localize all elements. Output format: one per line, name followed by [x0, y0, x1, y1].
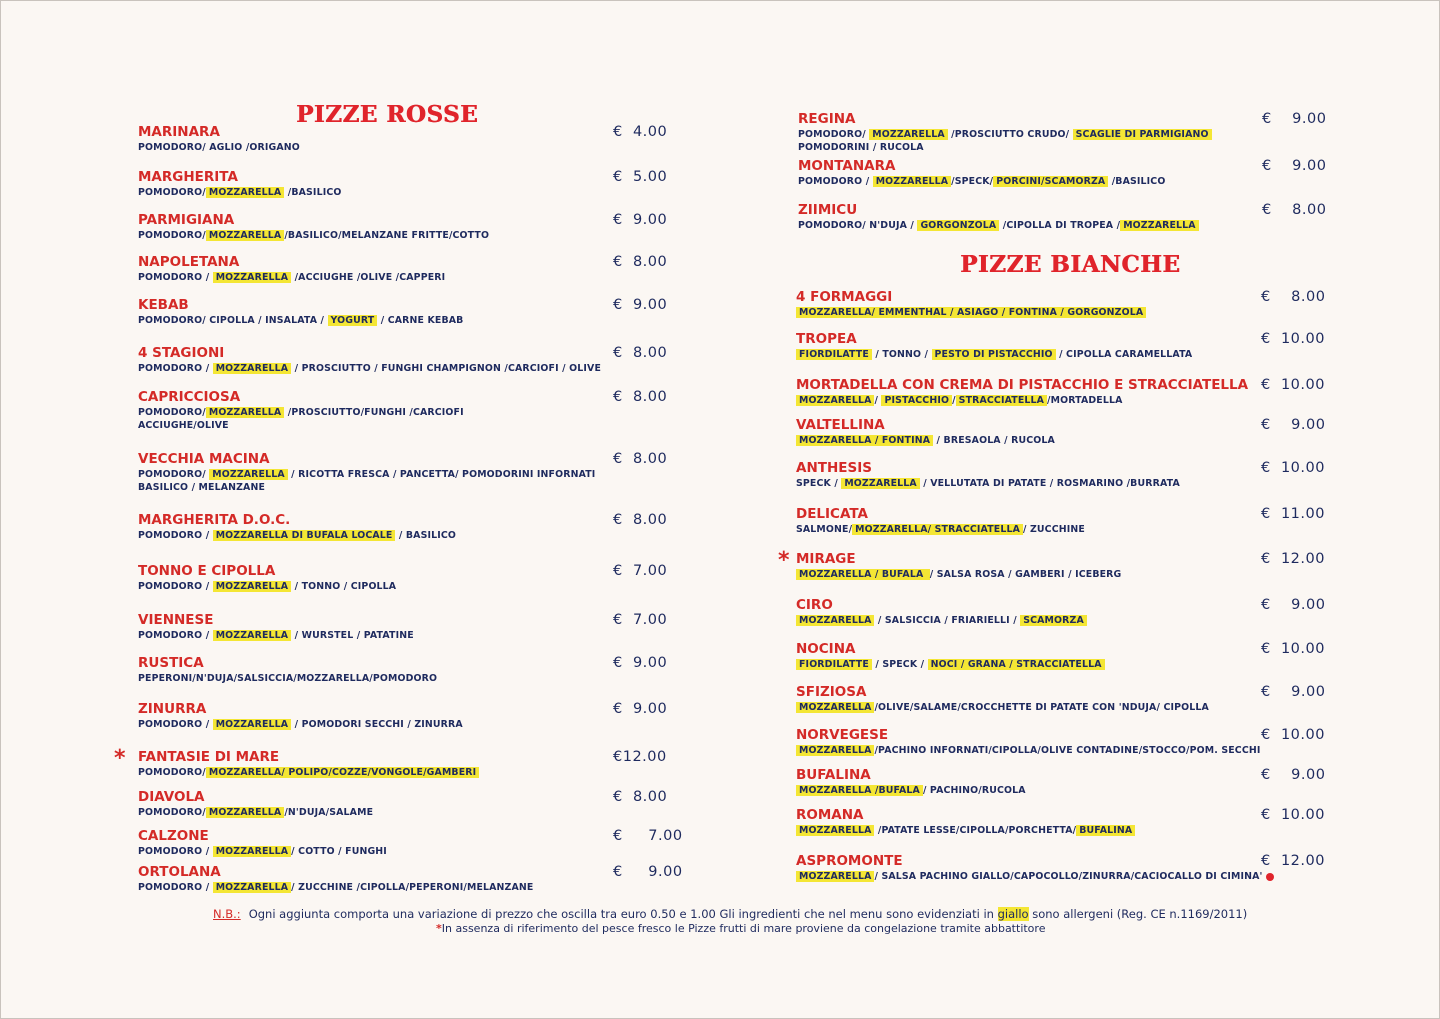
item-name: MARGHERITA D.O.C.: [138, 512, 291, 528]
ingredient-text: / BRESAOLA / RUCOLA: [933, 435, 1055, 446]
ingredient-text: BASILICO / MELANZANE: [138, 482, 266, 493]
item-price: € 8.00: [1261, 289, 1326, 305]
footnote-text-end: sono allergeni (Reg. CE n.1169/2011): [1028, 907, 1248, 921]
menu-item-aspromonte: [796, 853, 1274, 883]
item-name: ORTOLANA: [138, 864, 221, 880]
ingredient-text: /ACCIUGHE /OLIVE /CAPPERI: [291, 272, 446, 283]
ingredient-text: POMODORO /: [138, 882, 213, 893]
ingredient-text: POMODORO/: [138, 187, 206, 198]
allergen-highlight: MOZZARELLA: [209, 469, 287, 480]
item-ingredients: [138, 806, 373, 819]
item-ingredients: [798, 175, 1165, 188]
ingredient-text: SPECK /: [796, 478, 842, 489]
item-ingredients: [798, 219, 1199, 232]
allergen-highlight: MOZZARELLA: [206, 407, 284, 418]
item-price: € 7.00: [613, 612, 668, 628]
item-name: VIENNESE: [138, 612, 214, 628]
allergen-highlight: PISTACCHIO: [881, 395, 952, 406]
item-ingredients: [138, 186, 342, 199]
ingredient-text: / COTTO / FUNGHI: [291, 846, 387, 857]
item-ingredients: [796, 824, 1135, 837]
ingredient-text: /N'DUJA/SALAME: [284, 807, 374, 818]
item-price: € 8.00: [1262, 202, 1327, 218]
item-name: ZIIMICU: [798, 202, 858, 218]
allergen-highlight: MOZZARELLA: [213, 363, 291, 374]
item-price: € 9.00: [613, 297, 668, 313]
item-name: PARMIGIANA: [138, 212, 235, 228]
item-name: ROMANA: [796, 807, 864, 823]
item-price: € 12.00: [1261, 551, 1325, 567]
item-price: € 10.00: [1261, 377, 1325, 393]
ingredient-text: /PROSCIUTTO CRUDO/: [947, 129, 1073, 140]
item-price: € 12.00: [1261, 853, 1325, 869]
ingredient-text: / SALSA ROSA / GAMBERI / ICEBERG: [929, 569, 1122, 580]
item-ingredients: [796, 434, 1055, 447]
item-price: € 7.00: [613, 828, 683, 844]
allergen-highlight: GORGONZOLA: [917, 220, 999, 231]
item-ingredients: [138, 229, 489, 242]
allergen-highlight: MOZZARELLA: [206, 807, 284, 818]
footnote-seafood-text: In assenza di riferimento del pesce fresco le Pizze frutti di mare proviene da congelazione tramite abbattitore: [441, 922, 1046, 935]
item-ingredients: [138, 141, 300, 154]
allergen-highlight: YOGURT: [328, 315, 378, 326]
item-ingredients: [796, 614, 1087, 627]
ingredient-text: /SPECK/: [951, 176, 994, 187]
item-name: DELICATA: [796, 506, 868, 522]
ingredient-text: / CIPOLLA CARAMELLATA: [1055, 349, 1193, 360]
item-ingredients: [138, 271, 445, 284]
ingredient-text: POMODORO/: [138, 407, 206, 418]
item-name: CIRO: [796, 597, 833, 613]
pizze-bianche-heading: PIZZE BIANCHE: [960, 251, 1181, 278]
item-ingredients: [138, 672, 437, 685]
item-price: € 10.00: [1261, 807, 1325, 823]
menu-item-fantasie-di-mare: [138, 749, 479, 779]
item-price: € 9.00: [613, 212, 668, 228]
ingredient-text: / RICOTTA FRESCA / PANCETTA/ POMODORINI INFORNATI: [287, 469, 596, 480]
menu-item-vecchia-macina: [138, 451, 595, 494]
ingredient-text: / VELLUTATA DI PATATE / ROSMARINO /BURRATA: [919, 478, 1180, 489]
ingredient-text: /: [874, 395, 882, 406]
item-price: € 9.00: [613, 701, 668, 717]
menu-item-sfiziosa: [796, 684, 1209, 714]
allergen-highlight: MOZZARELLA: [841, 478, 919, 489]
ingredient-text: POMODORO/: [798, 129, 870, 140]
ingredient-text: /PACHINO INFORNATI/CIPOLLA/OLIVE CONTADINE/STOCCO/POM. SECCHI: [874, 745, 1261, 756]
menu-item-diavola: [138, 789, 373, 819]
allergen-highlight: NOCI / GRANA / STRACCIATELLA: [928, 659, 1105, 670]
item-ingredients: [138, 629, 414, 642]
ingredient-text: / SPECK /: [871, 659, 928, 670]
ingredient-text: / PROSCIUTTO / FUNGHI CHAMPIGNON /CARCIOFI / OLIVE: [291, 363, 601, 374]
item-name: MIRAGE: [796, 551, 856, 567]
footnote-additions: [213, 907, 1247, 921]
pizze-rosse-heading: PIZZE ROSSE: [296, 101, 479, 128]
item-ingredients: [138, 481, 595, 494]
ingredient-text: POMODORO/ N'DUJA /: [798, 220, 918, 231]
nb-label: N.B.:: [213, 907, 241, 921]
item-price: € 9.00: [1262, 111, 1327, 127]
asterisk-icon: *: [778, 548, 790, 573]
menu-item-calzone: [138, 828, 387, 858]
item-price: € 7.00: [613, 563, 668, 579]
ingredient-text: / POMODORI SECCHI / ZINURRA: [291, 719, 463, 730]
menu-item-4-stagioni: [138, 345, 601, 375]
ingredient-text: / SALSA PACHINO GIALLO/CAPOCOLLO/ZINURRA/CACIOCALLO DI CIMINA': [874, 871, 1263, 882]
item-price: €12.00: [613, 749, 667, 765]
menu-item-viennese: [138, 612, 414, 642]
ingredient-text: POMODORO/: [138, 767, 206, 778]
allergen-highlight: MOZZARELLA: [796, 615, 874, 626]
item-ingredients: [138, 468, 595, 481]
item-ingredients: [138, 419, 464, 432]
ingredient-text: SALMONE/: [796, 524, 853, 535]
ingredient-text: /BASILICO: [1108, 176, 1166, 187]
ingredient-text: POMODORO /: [138, 363, 213, 374]
menu-item-nocina: [796, 641, 1105, 671]
item-ingredients: [138, 881, 533, 894]
menu-item-regina: [798, 111, 1212, 154]
ingredient-text: / SALSICCIA / FRIARIELLI /: [874, 615, 1021, 626]
menu-item-ziimicu: [798, 202, 1199, 232]
ingredient-text: POMODORO /: [138, 272, 213, 283]
allergen-highlight: MOZZARELLA/ POLIPO/COZZE/VONGOLE/GAMBERI: [206, 767, 479, 778]
ingredient-text: / WURSTEL / PATATINE: [291, 630, 414, 641]
item-ingredients: [796, 348, 1192, 361]
allergen-highlight: MOZZARELLA: [213, 846, 291, 857]
ingredient-text: / CARNE KEBAB: [377, 315, 464, 326]
menu-item-bufalina: [796, 767, 1026, 797]
item-name: 4 STAGIONI: [138, 345, 225, 361]
item-ingredients: [796, 870, 1274, 883]
ingredient-text: POMODORO/: [138, 230, 206, 241]
item-name: ASPROMONTE: [796, 853, 903, 869]
ingredient-text: / PACHINO/RUCOLA: [922, 785, 1026, 796]
footnote-highlight: giallo: [997, 907, 1029, 921]
menu-item-ortolana: [138, 864, 533, 894]
item-name: FANTASIE DI MARE: [138, 749, 280, 765]
menu-item-parmigiana: [138, 212, 489, 242]
ingredient-text: POMODORO/: [138, 807, 206, 818]
item-price: € 9.00: [1261, 767, 1326, 783]
allergen-highlight: MOZZARELLA: [213, 882, 291, 893]
ingredient-text: / BASILICO: [395, 530, 457, 541]
allergen-highlight: MOZZARELLA DI BUFALA LOCALE: [213, 530, 396, 541]
item-name: ANTHESIS: [796, 460, 872, 476]
ingredient-text: /PROSCIUTTO/FUNGHI /CARCIOFI: [284, 407, 464, 418]
ingredient-text: POMODORO /: [138, 719, 213, 730]
item-ingredients: [796, 568, 1121, 581]
ingredient-text: POMODORO /: [138, 846, 213, 857]
ingredient-text: POMODORO /: [798, 176, 873, 187]
menu-item-capricciosa: [138, 389, 464, 432]
allergen-highlight: MOZZARELLA /BUFALA: [796, 785, 923, 796]
ingredient-text: /: [952, 395, 956, 406]
allergen-highlight: MOZZARELLA: [796, 702, 874, 713]
menu-item-mirage: [796, 551, 1121, 581]
item-price: € 9.00: [1261, 684, 1326, 700]
ingredient-text: POMODORO/ CIPOLLA / INSALATA /: [138, 315, 328, 326]
item-name: DIAVOLA: [138, 789, 205, 805]
item-price: € 10.00: [1261, 641, 1325, 657]
item-name: REGINA: [798, 111, 856, 127]
footnote-text: Ogni aggiunta comporta una variazione di prezzo che oscilla tra euro 0.50 e 1.00 Gli ingredienti che nel menu sono evidenziati in: [248, 907, 998, 921]
item-name: RUSTICA: [138, 655, 204, 671]
item-ingredients: [138, 580, 396, 593]
item-name: BUFALINA: [796, 767, 871, 783]
item-name: VALTELLINA: [796, 417, 885, 433]
allergen-highlight: SCAMORZA: [1020, 615, 1087, 626]
allergen-highlight: STRACCIATELLA: [956, 395, 1047, 406]
item-ingredients: [138, 718, 463, 731]
asterisk-icon: *: [436, 922, 442, 935]
ingredient-text: / ZUCCHINE /CIPOLLA/PEPERONI/MELANZANE: [291, 882, 534, 893]
item-name: SFIZIOSA: [796, 684, 867, 700]
allergen-highlight: MOZZARELLA / FONTINA: [796, 435, 933, 446]
item-name: KEBAB: [138, 297, 189, 313]
item-price: € 10.00: [1261, 331, 1325, 347]
item-price: € 4.00: [613, 124, 668, 140]
allergen-highlight: SCAGLIE DI PARMIGIANO: [1073, 129, 1212, 140]
item-ingredients: [796, 701, 1209, 714]
ingredient-text: /PATATE LESSE/CIPOLLA/PORCHETTA/: [874, 825, 1077, 836]
item-name: 4 FORMAGGI: [796, 289, 893, 305]
allergen-highlight: MOZZARELLA: [213, 630, 291, 641]
menu-item-tonno-e-cipolla: [138, 563, 396, 593]
allergen-highlight: MOZZARELLA: [206, 187, 284, 198]
menu-item-napoletana: [138, 254, 445, 284]
item-ingredients: [138, 362, 601, 375]
allergen-highlight: MOZZARELLA: [796, 825, 874, 836]
chili-pepper-icon: [1266, 873, 1274, 881]
item-name: MARINARA: [138, 124, 220, 140]
ingredient-text: POMODORINI / RUCOLA: [798, 142, 924, 153]
allergen-highlight: MOZZARELLA: [213, 719, 291, 730]
item-ingredients: [796, 477, 1180, 490]
ingredient-text: POMODORO /: [138, 530, 213, 541]
item-price: € 8.00: [613, 789, 668, 805]
ingredient-text: / TONNO /: [871, 349, 932, 360]
item-price: € 9.00: [1261, 417, 1326, 433]
item-price: € 8.00: [613, 451, 668, 467]
ingredient-text: / TONNO / CIPOLLA: [291, 581, 397, 592]
item-ingredients: [796, 658, 1105, 671]
menu-item-tropea: [796, 331, 1192, 361]
item-price: € 9.00: [613, 655, 668, 671]
item-ingredients: [138, 314, 463, 327]
item-price: € 5.00: [613, 169, 668, 185]
item-price: € 8.00: [613, 254, 668, 270]
menu-item-kebab: [138, 297, 463, 327]
item-name: CAPRICCIOSA: [138, 389, 241, 405]
item-ingredients: [796, 306, 1146, 319]
asterisk-icon: *: [114, 746, 126, 771]
footnote-seafood: [436, 922, 1045, 935]
item-price: € 11.00: [1261, 506, 1325, 522]
item-ingredients: [798, 141, 1212, 154]
item-ingredients: [138, 766, 479, 779]
menu-item-margherita: [138, 169, 342, 199]
menu-item-montanara: [798, 158, 1165, 188]
item-name: NORVEGESE: [796, 727, 889, 743]
allergen-highlight: MOZZARELLA/ EMMENTHAL / ASIAGO / FONTINA / GORGONZOLA: [796, 307, 1146, 318]
menu-item-mortadella-con-crema-di-pistacchio-e-stracciatella: [796, 377, 1248, 407]
item-ingredients: [138, 406, 464, 419]
ingredient-text: /BASILICO: [284, 187, 342, 198]
menu-item-norvegese: [796, 727, 1261, 757]
item-price: € 10.00: [1261, 727, 1325, 743]
menu-item-valtellina: [796, 417, 1055, 447]
menu-item-ciro: [796, 597, 1087, 627]
allergen-highlight: MOZZARELLA / BUFALA: [796, 569, 930, 580]
item-ingredients: [796, 784, 1026, 797]
allergen-highlight: FIORDILATTE: [796, 659, 872, 670]
item-ingredients: [796, 394, 1248, 407]
menu-item-anthesis: [796, 460, 1180, 490]
ingredient-text: /CIPOLLA DI TROPEA /: [999, 220, 1121, 231]
allergen-highlight: FIORDILATTE: [796, 349, 872, 360]
allergen-highlight: MOZZARELLA: [213, 272, 291, 283]
ingredient-text: POMODORO /: [138, 630, 213, 641]
item-ingredients: [138, 529, 456, 542]
menu-item-4-formaggi: [796, 289, 1146, 319]
menu-item-delicata: [796, 506, 1085, 536]
item-price: € 8.00: [613, 345, 668, 361]
allergen-highlight: PESTO DI PISTACCHIO: [932, 349, 1056, 360]
item-name: TROPEA: [796, 331, 857, 347]
item-name: TONNO E CIPOLLA: [138, 563, 276, 579]
menu-item-marinara: [138, 124, 300, 154]
item-name: VECCHIA MACINA: [138, 451, 270, 467]
menu-item-rustica: [138, 655, 437, 685]
item-name: MARGHERITA: [138, 169, 238, 185]
item-ingredients: [798, 128, 1212, 141]
allergen-highlight: MOZZARELLA: [213, 581, 291, 592]
item-name: NAPOLETANA: [138, 254, 240, 270]
item-price: € 9.00: [613, 864, 683, 880]
ingredient-text: ACCIUGHE/OLIVE: [138, 420, 229, 431]
item-price: € 8.00: [613, 512, 668, 528]
allergen-highlight: BUFALINA: [1076, 825, 1135, 836]
item-ingredients: [138, 845, 387, 858]
allergen-highlight: MOZZARELLA: [796, 395, 874, 406]
menu-item-margherita-d-o-c: [138, 512, 456, 542]
item-name: ZINURRA: [138, 701, 207, 717]
item-price: € 9.00: [1262, 158, 1327, 174]
allergen-highlight: MOZZARELLA: [206, 230, 284, 241]
allergen-highlight: MOZZARELLA: [873, 176, 951, 187]
allergen-highlight: MOZZARELLA: [1120, 220, 1198, 231]
ingredient-text: POMODORO /: [138, 581, 213, 592]
item-price: € 10.00: [1261, 460, 1325, 476]
item-name: CALZONE: [138, 828, 209, 844]
menu-item-zinurra: [138, 701, 463, 731]
item-price: € 8.00: [613, 389, 668, 405]
item-ingredients: [796, 744, 1261, 757]
item-name: MONTANARA: [798, 158, 896, 174]
allergen-highlight: MOZZARELLA: [869, 129, 947, 140]
ingredient-text: POMODORO/ AGLIO /ORIGANO: [138, 142, 300, 153]
ingredient-text: PEPERONI/N'DUJA/SALSICCIA/MOZZARELLA/POMODORO: [138, 673, 438, 684]
ingredient-text: /OLIVE/SALAME/CROCCHETTE DI PATATE CON 'NDUJA/ CIPOLLA: [874, 702, 1209, 713]
allergen-highlight: MOZZARELLA: [796, 745, 874, 756]
ingredient-text: / ZUCCHINE: [1022, 524, 1085, 535]
ingredient-text: POMODORO/: [138, 469, 210, 480]
ingredient-text: /BASILICO/MELANZANE FRITTE/COTTO: [284, 230, 490, 241]
item-ingredients: [796, 523, 1085, 536]
menu-item-romana: [796, 807, 1135, 837]
item-name: NOCINA: [796, 641, 856, 657]
allergen-highlight: MOZZARELLA: [796, 871, 874, 882]
allergen-highlight: MOZZARELLA/ STRACCIATELLA: [852, 524, 1023, 535]
allergen-highlight: PORCINI/SCAMORZA: [993, 176, 1108, 187]
item-name: MORTADELLA CON CREMA DI PISTACCHIO E STRACCIATELLA: [796, 377, 1249, 393]
ingredient-text: /MORTADELLA: [1047, 395, 1123, 406]
item-price: € 9.00: [1261, 597, 1326, 613]
